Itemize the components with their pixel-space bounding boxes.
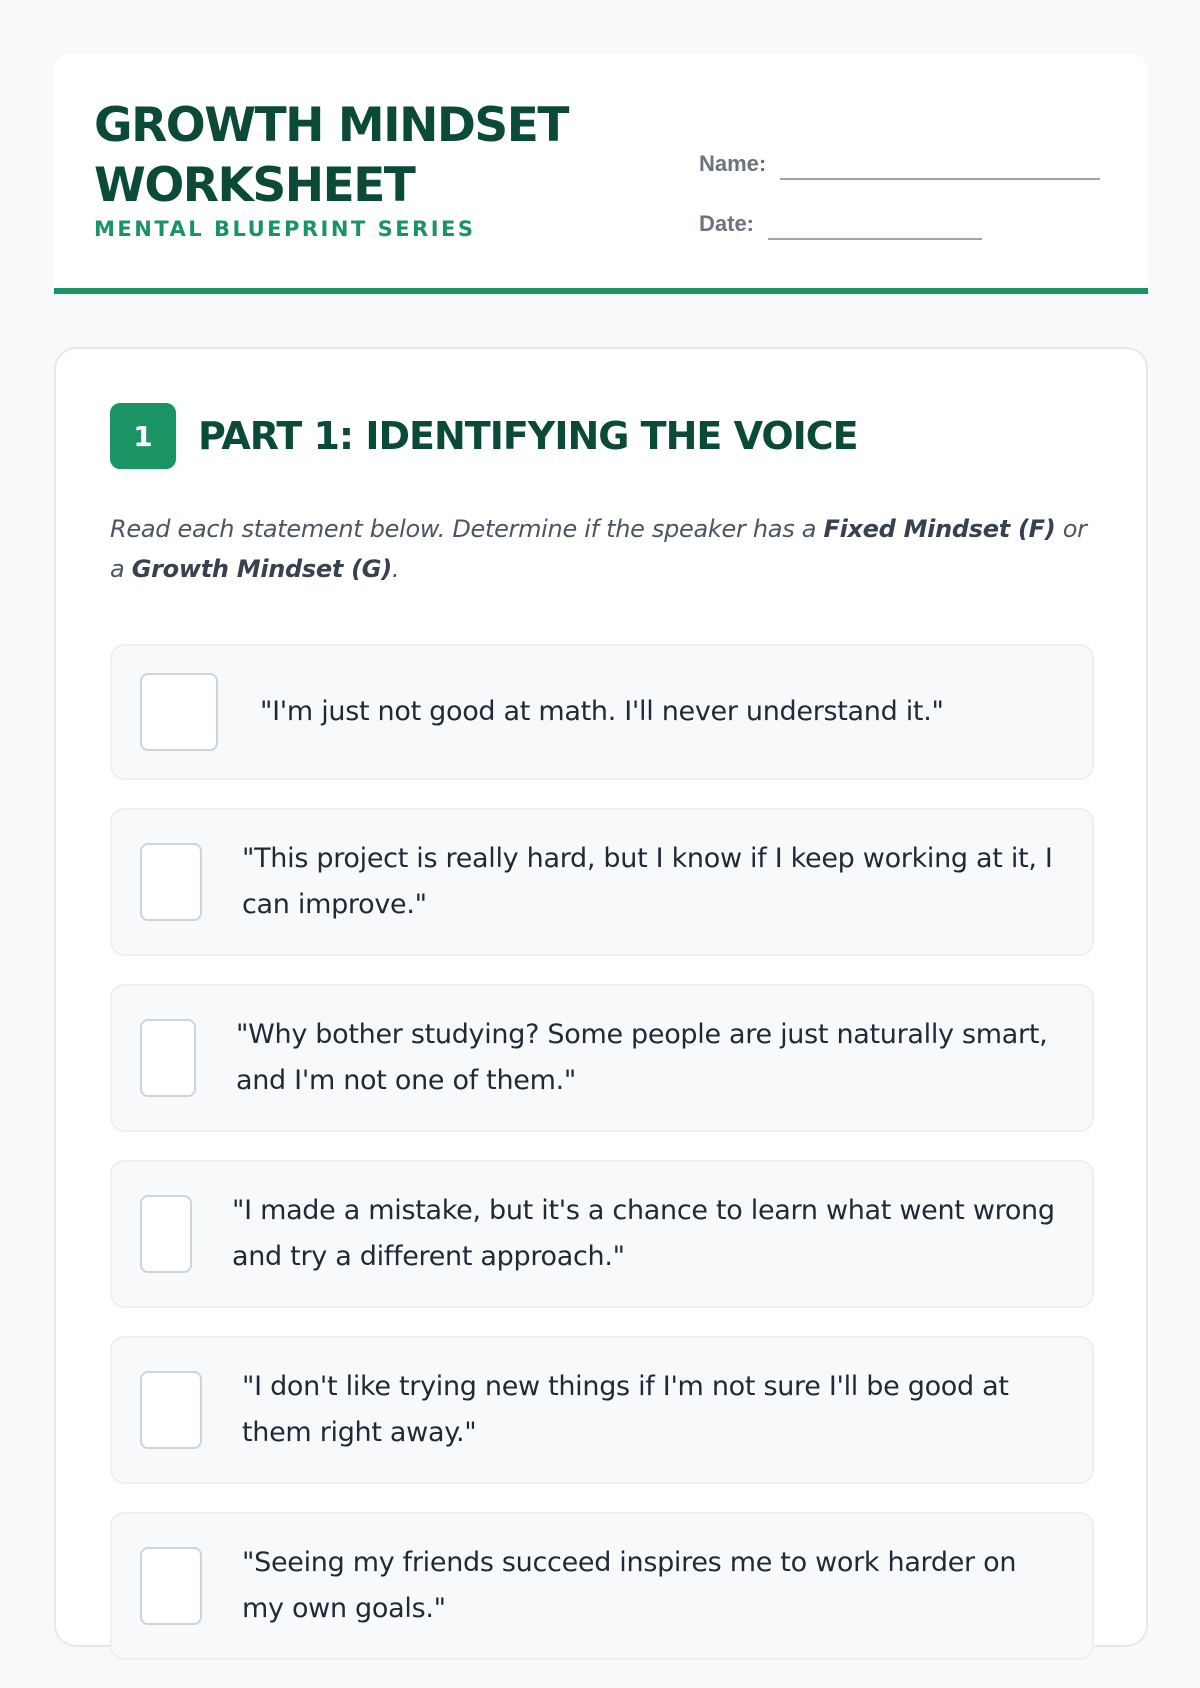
- name-label: Name:: [699, 151, 767, 176]
- statement-item-5: [110, 1336, 1094, 1484]
- section-part-1: [54, 347, 1148, 1647]
- worksheet-header: [54, 54, 1148, 294]
- section-number-badge: 1: [110, 403, 176, 469]
- statement-item-4: [110, 1160, 1094, 1308]
- name-input-line[interactable]: [780, 152, 1100, 180]
- series-subtitle: MENTAL BLUEPRINT SERIES: [94, 217, 476, 241]
- statement-text-4: "I made a mistake, but it's a chance to learn what went wrong and try a different approach.": [232, 1195, 1055, 1272]
- section-header: [110, 403, 858, 469]
- date-field[interactable]: [699, 212, 982, 240]
- instructions-prefix: Read each statement below. Determine if the speaker has a: [110, 515, 824, 543]
- statement-list: [110, 644, 1094, 1688]
- fixed-mindset-term: Fixed Mindset (F): [823, 515, 1056, 543]
- statement-text-3: "Why bother studying? Some people are just naturally smart, and I'm not one of them.": [236, 1019, 1048, 1096]
- answer-box-6[interactable]: [140, 1547, 202, 1625]
- name-field[interactable]: [699, 152, 1100, 180]
- section-instructions: [110, 509, 1100, 589]
- page-title: GROWTH MINDSET WORKSHEET: [94, 98, 568, 213]
- instructions-suffix: .: [391, 555, 400, 583]
- instructions-middle: or a: [110, 515, 1087, 583]
- statement-item-1: [110, 644, 1094, 780]
- statement-item-6: [110, 1512, 1094, 1660]
- answer-box-5[interactable]: [140, 1371, 202, 1449]
- statement-text-2: "This project is really hard, but I know if I keep working at it, I can improve.": [242, 843, 1053, 920]
- statement-item-3: [110, 984, 1094, 1132]
- statement-text-1: "I'm just not good at math. I'll never understand it.": [260, 696, 944, 727]
- section-title: PART 1: IDENTIFYING THE VOICE: [198, 414, 858, 458]
- date-input-line[interactable]: [768, 212, 982, 240]
- answer-box-1[interactable]: [140, 673, 218, 751]
- answer-box-3[interactable]: [140, 1019, 196, 1097]
- statement-item-2: [110, 808, 1094, 956]
- statement-text-6: "Seeing my friends succeed inspires me to work harder on my own goals.": [242, 1547, 1017, 1624]
- answer-box-4[interactable]: [140, 1195, 192, 1273]
- statement-text-5: "I don't like trying new things if I'm not sure I'll be good at them right away.": [242, 1371, 1009, 1448]
- date-label: Date:: [699, 211, 755, 236]
- answer-box-2[interactable]: [140, 843, 202, 921]
- growth-mindset-term: Growth Mindset (G): [131, 555, 392, 583]
